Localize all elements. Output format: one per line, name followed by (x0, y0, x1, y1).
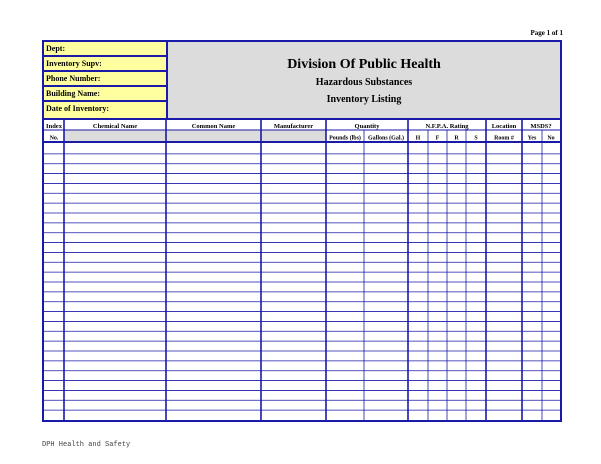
header-sub-7: F (435, 135, 440, 142)
inventory-supv-field[interactable]: Inventory Supv: (44, 57, 168, 72)
header-sub-9: S (474, 135, 478, 142)
page-number: Page 1 of 1 (530, 29, 563, 37)
header-sub-6: H (415, 135, 421, 142)
header-sub-12: No (547, 135, 555, 142)
title-block (168, 42, 560, 120)
header-top-5: N.F.P.A. Rating (425, 123, 469, 130)
header-top-1: Chemical Name (92, 123, 138, 130)
header-top-6: Location (491, 123, 517, 130)
title-division: Division Of Public Health (287, 57, 441, 72)
header-top-4: Quantity (354, 123, 380, 130)
inventory-table (44, 120, 560, 420)
header-sub-5: Gallons (Gal.) (367, 135, 405, 142)
title-hazardous: Hazardous Substances (315, 77, 413, 88)
date-of-inventory-field[interactable]: Date of Inventory: (44, 102, 168, 120)
header-top-7: MSDS? (530, 123, 552, 130)
phone-number-field[interactable]: Phone Number: (44, 72, 168, 87)
header-sub-10: Room # (494, 135, 514, 142)
inventory-form (42, 40, 562, 422)
header-sub-11: Yes (527, 135, 537, 142)
title-inventory: Inventory Listing (326, 94, 402, 105)
form-header (44, 42, 560, 120)
subheader-shade (64, 130, 326, 142)
building-name-field[interactable]: Building Name: (44, 87, 168, 102)
header-sub-4: Pounds (lbs) (329, 135, 361, 142)
header-sub-0: No. (49, 135, 59, 142)
dept-field[interactable]: Dept: (44, 42, 168, 57)
footer-text: DPH Health and Safety (42, 441, 131, 449)
header-top-0: Index (46, 123, 62, 130)
header-top-3: Manufacturer (273, 123, 314, 130)
header-sub-8: R (454, 135, 459, 142)
header-top-2: Common Name (191, 123, 236, 130)
